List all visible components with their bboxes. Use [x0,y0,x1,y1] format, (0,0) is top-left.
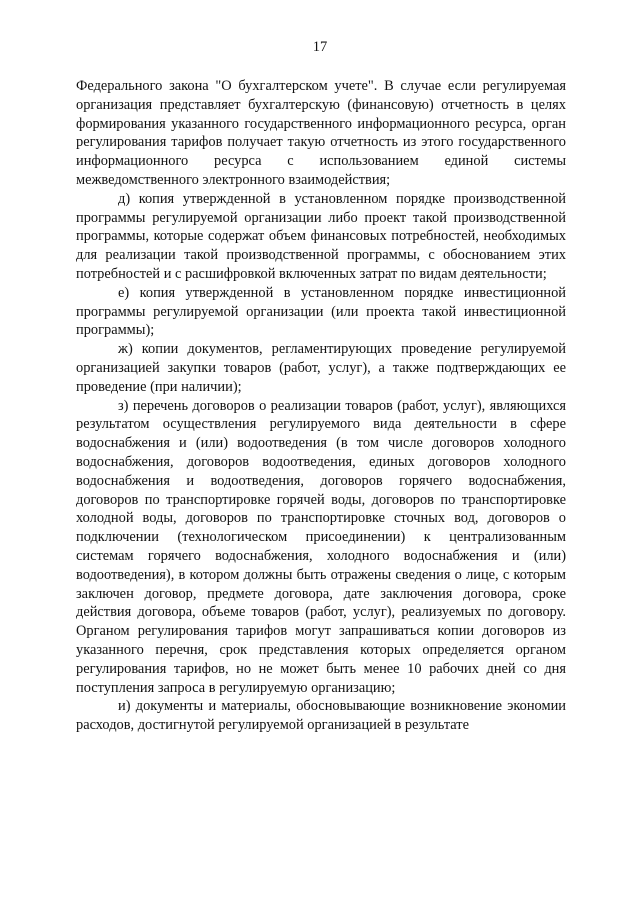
paragraph-continuation: Федерального закона "О бухгалтерском учете". В случае если регулируемая организация представляет бухгалтерскую (финансовую) отчетность в целях формирования указанного государственного информационного ресурса, орган регулирования тарифов получает такую отчетность из этого государственного информационного ресурса с использованием единой системы межведомственного электронного взаимодействия; [76,78,566,188]
paragraph-item-d: д) копия утвержденной в установленном порядке производственной программы регулируемой организации либо проект такой производственной программы, которые содержат объем финансовых потребностей, необходимых для реализации такой производственной программы, с обоснованием этих потребностей и с расшифровкой включенных затрат по видам деятельности; [76,190,566,282]
page-number: 17 [312,39,328,55]
paragraph-item-i: и) документы и материалы, обосновывающие возникновение экономии расходов, достигнутой регулируемой организацией в результате [76,698,566,734]
paragraph-item-z: з) перечень договоров о реализации товаров (работ, услуг), являющихся результатом осуществления регулируемого вида деятельности в сфере водоснабжения и (или) водоотведения (в том числе договоров холодного водоснабжения, договоров водоотведения, единых договоров холодного водоснабжения и водоотведения, договоров горячего водоснабжения, договоров по транспортировке горячей воды, договоров по транспортировке холодной воды, договоров по транспортировке сточных вод, договоров о подключении (технологическом присоединении) к централизованным системам горячего водоснабжения, холодного водоснабжения и (или) водоотведения), в котором должны быть отражены сведения о лице, с которым заключен договор, предмете договора, дате заключения договора, сроке действия договора, объеме товаров (работ, услуг), реализуемых по договору. Органом регулирования тарифов могут запрашиваться копии договоров из указанного перечня, срок представления которых определяется органом регулирования тарифов, но не может быть менее 10 рабочих дней со дня поступления запроса в регулируемую организацию; [76,397,566,696]
document-body [76,77,566,735]
paragraph-item-e: е) копия утвержденной в установленном порядке инвестиционной программы регулируемой организации (или проекта такой инвестиционной программы); [76,284,566,339]
paragraph-item-zh: ж) копии документов, регламентирующих проведение регулируемой организацией закупки товаров (работ, услуг), а также подтверждающих ее проведение (при наличии); [76,341,566,395]
